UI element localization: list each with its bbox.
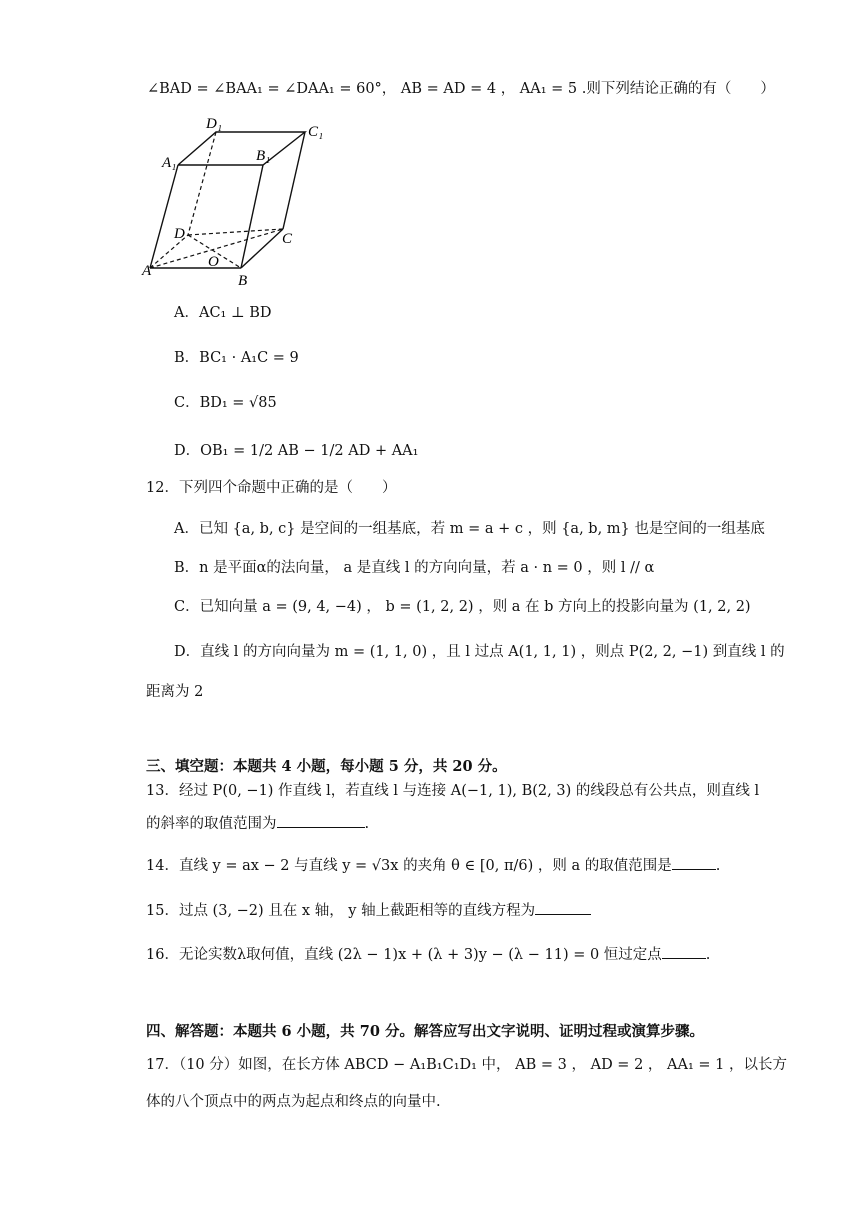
q12-option-c: C．已知向量 a = (9, 4, −4) ， b = (1, 2, 2) ，则 a 在 b 方向上的投影向量为 (1, 2, 2)	[174, 599, 751, 615]
label-B: B	[238, 273, 248, 289]
q13-text: 的斜率的取值范围为	[146, 816, 277, 832]
q13-line1: 13．经过 P(0, −1) 作直线 l，若直线 l 与连接 A(−1, 1), B(2, 3) 的线段总有公共点，则直线 l	[146, 783, 760, 799]
q15-answer-blank[interactable]	[535, 900, 591, 915]
label-B1: B₁	[256, 148, 271, 164]
label-A1: A₁	[162, 155, 177, 171]
q11-option-b: B．BC₁ · A₁C = 9	[174, 350, 299, 366]
q11-option-a: A．AC₁ ⊥ BD	[174, 305, 272, 321]
q14-answer-blank[interactable]	[672, 855, 716, 870]
label-D1: D₁	[206, 116, 223, 132]
label-A: A	[142, 263, 152, 279]
label-C1: C₁	[308, 124, 324, 140]
label-O: O	[208, 254, 219, 270]
q13-answer-blank[interactable]	[277, 813, 365, 828]
q12-option-d-cont: 距离为 2	[146, 684, 204, 700]
q16-line: 16．无论实数λ取何值，直线 (2λ − 1)x + (λ + 3)y − (λ − 11) = 0 恒过定点 .	[146, 944, 710, 966]
q14-line: 14．直线 y = ax − 2 与直线 y = √3x 的夹角 θ ∈ [0, π/6) ，则 a 的取值范围是 .	[146, 855, 720, 877]
section3-heading: 三、填空题：本题共 4 小题，每小题 5 分，共 20 分。	[146, 758, 507, 775]
q15-line	[146, 900, 591, 922]
parallelepiped-figure	[140, 115, 340, 290]
label-D: D	[174, 226, 185, 242]
q15-text: 15．过点 (3, −2) 且在 x 轴， y 轴上截距相等的直线方程为	[146, 903, 536, 919]
label-C: C	[282, 231, 293, 247]
q12-option-d: D．直线 l 的方向向量为 m = (1, 1, 0) ，且 l 过点 A(1, 1, 1) ，则点 P(2, 2, −1) 到直线 l 的	[174, 644, 785, 660]
q17-line1: 17．（10 分）如图，在长方体 ABCD − A₁B₁C₁D₁ 中， AB = 3 ， AD = 2 ， AA₁ = 1 ，以长方	[146, 1057, 787, 1073]
q17-line2: 体的八个顶点中的两点为起点和终点的向量中.	[146, 1094, 441, 1110]
q16-answer-blank[interactable]	[662, 944, 706, 959]
q12-option-a: A．已知 {a, b, c} 是空间的一组基底，若 m = a + c ，则 {a, b, m} 也是空间的一组基底	[174, 521, 765, 537]
q12-option-b: B．n 是平面α的法向量， a 是直线 l 的方向向量，若 a · n = 0 ，则 l // α	[174, 560, 655, 576]
q11-option-c: C．BD₁ = √85	[174, 395, 277, 411]
q11-stem: ∠BAD = ∠BAA₁ = ∠DAA₁ = 60°， AB = AD = 4 ， AA₁ = 5 .则下列结论正确的有（ ）	[147, 81, 775, 97]
q13-line2: 的斜率的取值范围为 .	[146, 813, 369, 835]
q14-text: 14．直线 y = ax − 2 与直线 y = √3x 的夹角 θ ∈ [0, π/6) ，则 a 的取值范围是	[146, 858, 672, 874]
q16-text: 16．无论实数λ取何值，直线 (2λ − 1)x + (λ + 3)y − (λ − 11) = 0 恒过定点	[146, 947, 662, 963]
section4-heading: 四、解答题：本题共 6 小题，共 70 分。解答应写出文字说明、证明过程或演算步骤。	[146, 1023, 704, 1040]
q11-option-d: D．OB₁ = 1/2 AB − 1/2 AD + AA₁	[174, 443, 419, 459]
q12-stem: 12．下列四个命题中正确的是（ ）	[146, 480, 397, 496]
